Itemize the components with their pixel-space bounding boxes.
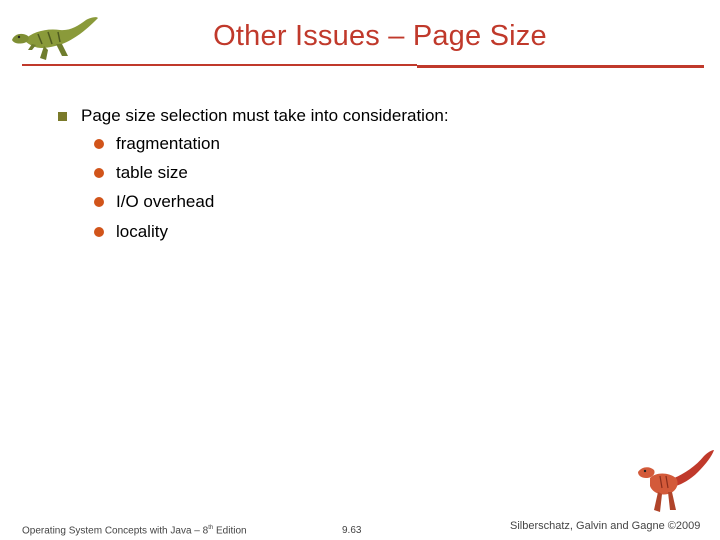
page-number: 9.63: [342, 525, 362, 536]
sub-bullet: [94, 163, 188, 183]
title-underline: [22, 64, 704, 68]
dinosaur-icon: [4, 10, 100, 66]
sub-bullet: [94, 192, 214, 212]
footer-copyright: Silberschatz, Galvin and Gagne ©2009: [510, 520, 701, 532]
round-bullet-icon: [94, 227, 104, 237]
sub-bullet-text: fragmentation: [116, 134, 220, 153]
slide-title: Other Issues – Page Size: [213, 20, 547, 52]
sub-bullet-text: table size: [116, 163, 188, 182]
square-bullet-icon: [58, 112, 67, 121]
round-bullet-icon: [94, 197, 104, 207]
round-bullet-icon: [94, 168, 104, 178]
footer-book-title: Operating System Concepts with Java – 8th Edition: [22, 525, 247, 537]
sub-bullet-text: I/O overhead: [116, 192, 215, 211]
main-bullet: [58, 106, 449, 126]
main-bullet-text: Page size selection must take into consideration:: [81, 106, 449, 125]
dinosaur-icon: [632, 448, 716, 520]
sub-bullet-text: locality: [116, 222, 168, 241]
sub-bullet: [94, 222, 168, 242]
round-bullet-icon: [94, 139, 104, 149]
sub-bullet: [94, 134, 220, 154]
